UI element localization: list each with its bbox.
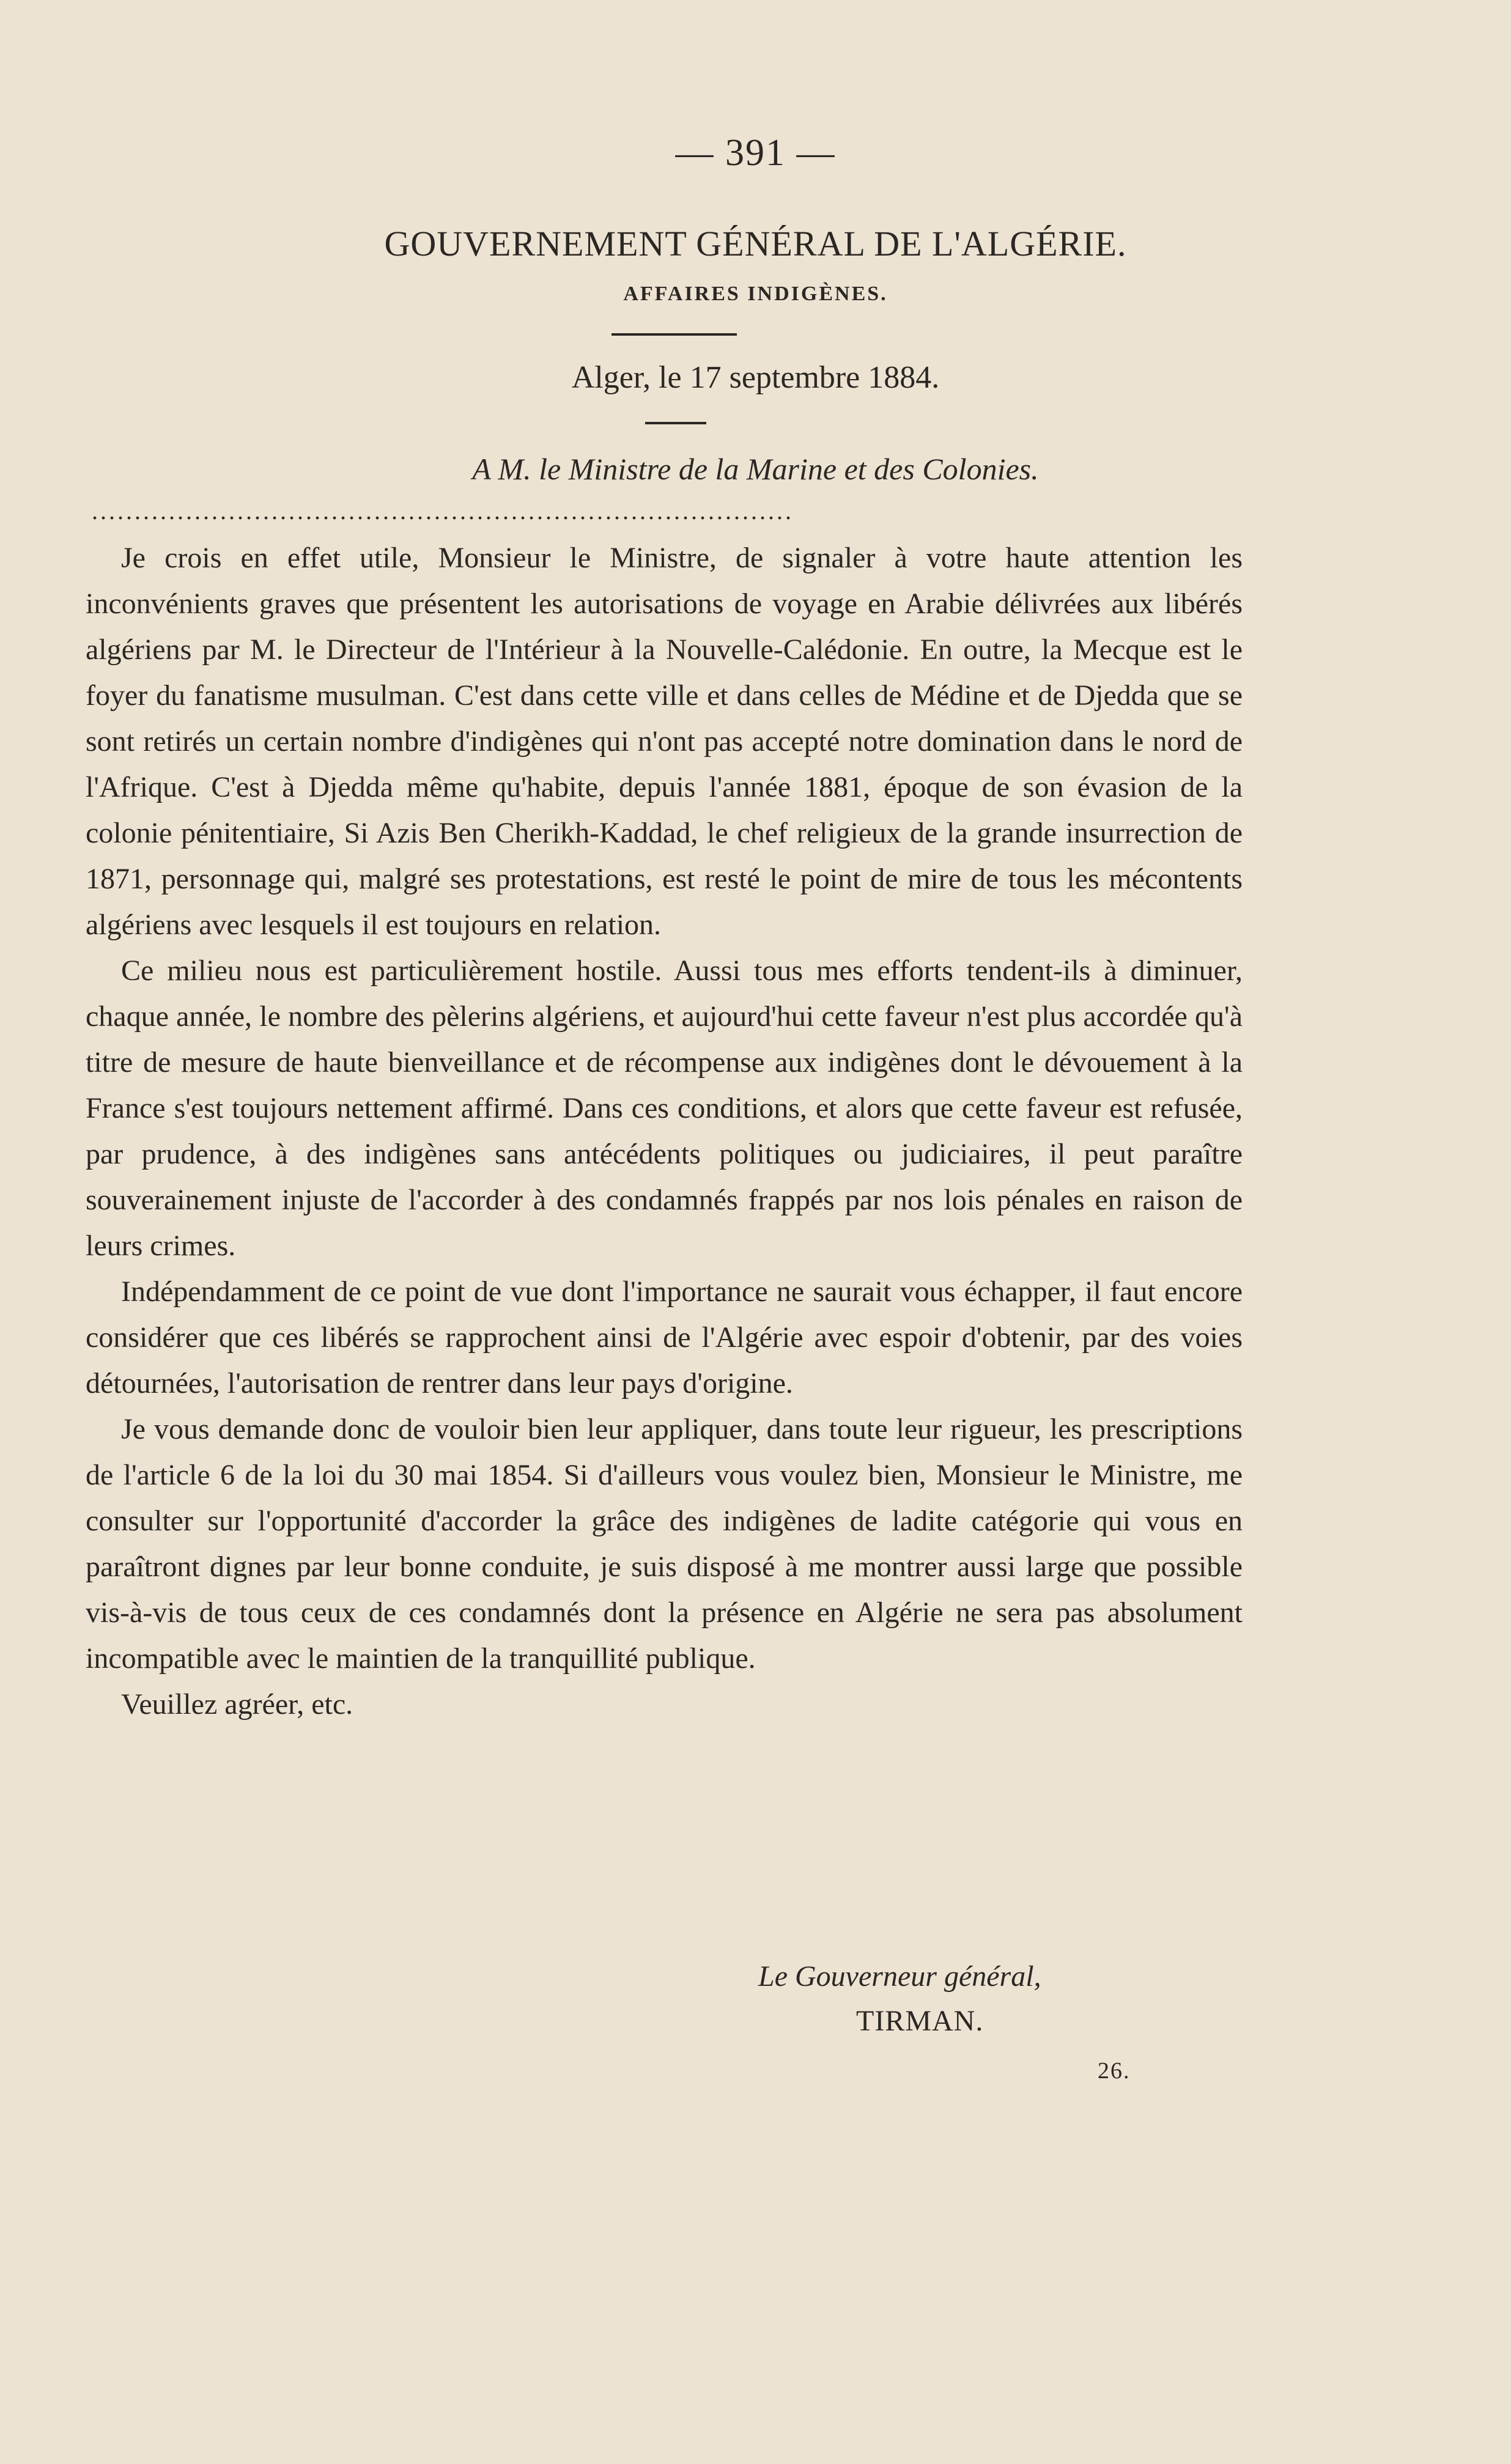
addressee: A M. le Ministre de la Marine et des Colonies. — [472, 452, 1039, 486]
heading-divider — [611, 333, 737, 336]
date-line: Alger, le 17 septembre 1884. — [571, 360, 940, 395]
ellipsis-line: .................................................................................. — [92, 497, 794, 525]
paragraph: Indépendamment de ce point de vue dont l'importance ne saurait vous échapper, il faut encore considérer que ces libérés se rapprochent ainsi de l'Algérie avec espoir d'obtenir, par des voies détournées, l'autorisation de rentrer dans leur pays d'origine. — [86, 1275, 1243, 1400]
document-heading: GOUVERNEMENT GÉNÉRAL DE L'ALGÉRIE. — [384, 224, 1127, 264]
letter-body — [86, 535, 1243, 1727]
paragraph: Ce milieu nous est particulièrement hostile. Aussi tous mes efforts tendent-ils à diminuer, chaque année, le nombre des pèlerins algériens, et aujourd'hui cette faveur n'est plus accordée qu'à titre de mesure de haute bienveillance et de récompense aux indigènes dont le dévouement à la France s'est toujours nettement affirmé. Dans ces conditions, et alors que cette faveur est refusée, par prudence, à des indigènes sans antécédents politiques ou judiciaires, il peut paraître souverainement injuste de l'accorder à des condamnés frappés par nos lois pénales en raison de leurs crimes. — [86, 954, 1243, 1262]
paragraph: Je vous demande donc de vouloir bien leur appliquer, dans toute leur rigueur, les prescriptions de l'article 6 de la loi du 30 mai 1854. Si d'ailleurs vous voulez bien, Monsieur le Ministre, me consulter sur l'opportunité d'accorder la grâce des indigènes de ladite catégorie qui vous en paraîtront dignes par leur bonne conduite, je suis disposé à me montrer aussi large que possible vis-à-vis de tous ceux de ces condamnés dont la présence en Algérie ne sera pas absolument incompatible avec le maintien de la tranquillité publique. — [86, 1413, 1243, 1675]
page-number: — 391 — — [675, 132, 836, 174]
signer-name: TIRMAN. — [856, 2005, 984, 2037]
document-subheading: AFFAIRES INDIGÈNES. — [623, 282, 888, 305]
date-divider — [645, 422, 706, 424]
signature-title: Le Gouverneur général, — [758, 1960, 1041, 1993]
sheet-mark: 26. — [1098, 2058, 1131, 2084]
paragraph: Je crois en effet utile, Monsieur le Ministre, de signaler à votre haute attention les inconvénients graves que présentent les autorisations de voyage en Arabie délivrées aux libérés algériens par M. le Directeur de l'Intérieur à la Nouvelle-Calédonie. En outre, la Mecque est le foyer du fanatisme musulman. C'est dans cette ville et dans celles de Médine et de Djedda que se sont retirés un certain nombre d'indigènes qui n'ont pas accepté notre domination dans le nord de l'Afrique. C'est à Djedda même qu'habite, depuis l'année 1881, époque de son évasion de la colonie pénitentiaire, Si Azis Ben Cherikh-Kaddad, le chef religieux de la grande insurrection de 1871, personnage qui, malgré ses protestations, est resté le point de mire de tous les mécontents algériens avec lesquels il est toujours en relation. — [86, 542, 1243, 941]
closing-line: Veuillez agréer, etc. — [121, 1688, 353, 1721]
